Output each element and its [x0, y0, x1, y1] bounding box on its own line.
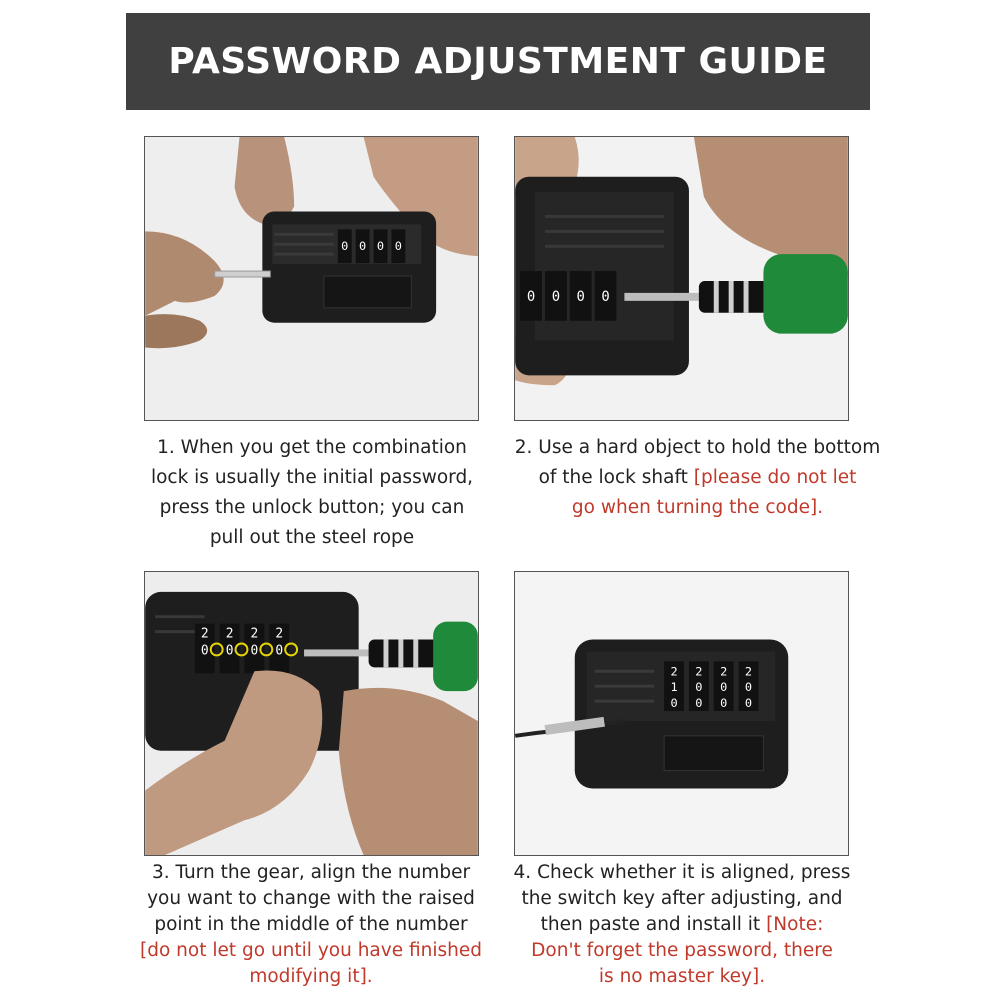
dial-digit: 2: [225, 626, 234, 642]
dial-digit: 0: [695, 696, 703, 711]
step-1-line: press the unlock button; you can: [159, 497, 465, 518]
dial-digit: 0: [275, 643, 284, 659]
step-4-note: is no master key].: [598, 966, 766, 987]
dial-digit: 2: [200, 626, 209, 642]
dial-digit: 2: [744, 664, 753, 679]
dial-digit: 0: [720, 680, 728, 695]
dial-digit: 0: [200, 643, 209, 659]
step-1-photo: [144, 136, 479, 421]
step-1-caption: [130, 433, 494, 553]
step-2-note: [please do not let: [693, 467, 857, 488]
step-3-caption: [118, 860, 504, 990]
step-4-note: [Note:: [766, 914, 824, 935]
dial-digit: 0: [225, 643, 234, 659]
dial-digit: 0: [341, 239, 349, 254]
dial-digit: 2: [275, 626, 284, 642]
step-2-line: of the lock shaft: [538, 467, 688, 488]
dial-digit: 0: [376, 239, 385, 254]
dial-digit: 2: [695, 664, 703, 679]
dial-digit: 2: [720, 664, 728, 679]
step-3-note: [do not let go until you have finished: [140, 940, 482, 961]
step-2-photo: [514, 136, 849, 421]
dial-digit: 0: [359, 239, 367, 254]
dial-digit: 0: [576, 288, 585, 305]
step-3-line: you want to change with the raised: [147, 888, 475, 909]
dial-digit: 0: [551, 288, 561, 305]
dial-digit: 0: [394, 239, 402, 254]
step-3-photo: [144, 571, 479, 856]
dial-digit: 0: [720, 696, 728, 711]
dial-digit: 0: [601, 288, 610, 305]
step-2-note: go when turning the code].: [571, 497, 824, 518]
step-4-line: 4. Check whether it is aligned, press: [513, 862, 851, 883]
dial-digit: 0: [526, 288, 536, 305]
step-1-line: 1. When you get the combination: [157, 437, 467, 458]
dial-digit: 2: [250, 626, 259, 642]
page-title: PASSWORD ADJUSTMENT GUIDE: [168, 41, 828, 82]
dial-digit: 0: [744, 696, 753, 711]
dial-digit: 0: [250, 643, 259, 659]
dial-digit: 0: [695, 680, 703, 695]
step-4-photo: [514, 571, 849, 856]
step-4-note: Don't forget the password, there: [531, 940, 833, 961]
dial-digit: 0: [670, 696, 678, 711]
step-3-note: modifying it].: [249, 966, 373, 987]
step-2-line: 2. Use a hard object to hold the bottom: [514, 437, 881, 458]
step-1-line: lock is usually the initial password,: [150, 467, 474, 488]
step-3-line: 3. Turn the gear, align the number: [151, 862, 471, 883]
dial-digit: 2: [670, 664, 678, 679]
dial-digit: 0: [744, 680, 753, 695]
step-2-caption: [500, 433, 895, 523]
dial-digit: 1: [670, 680, 678, 695]
step-4-line: the switch key after adjusting, and: [521, 888, 843, 909]
step-4-caption: [496, 860, 868, 990]
step-4-line: then paste and install it: [540, 914, 761, 935]
step-3-line: point in the middle of the number: [154, 914, 468, 935]
header-banner: [126, 13, 870, 110]
step-1-line: pull out the steel rope: [209, 527, 415, 548]
